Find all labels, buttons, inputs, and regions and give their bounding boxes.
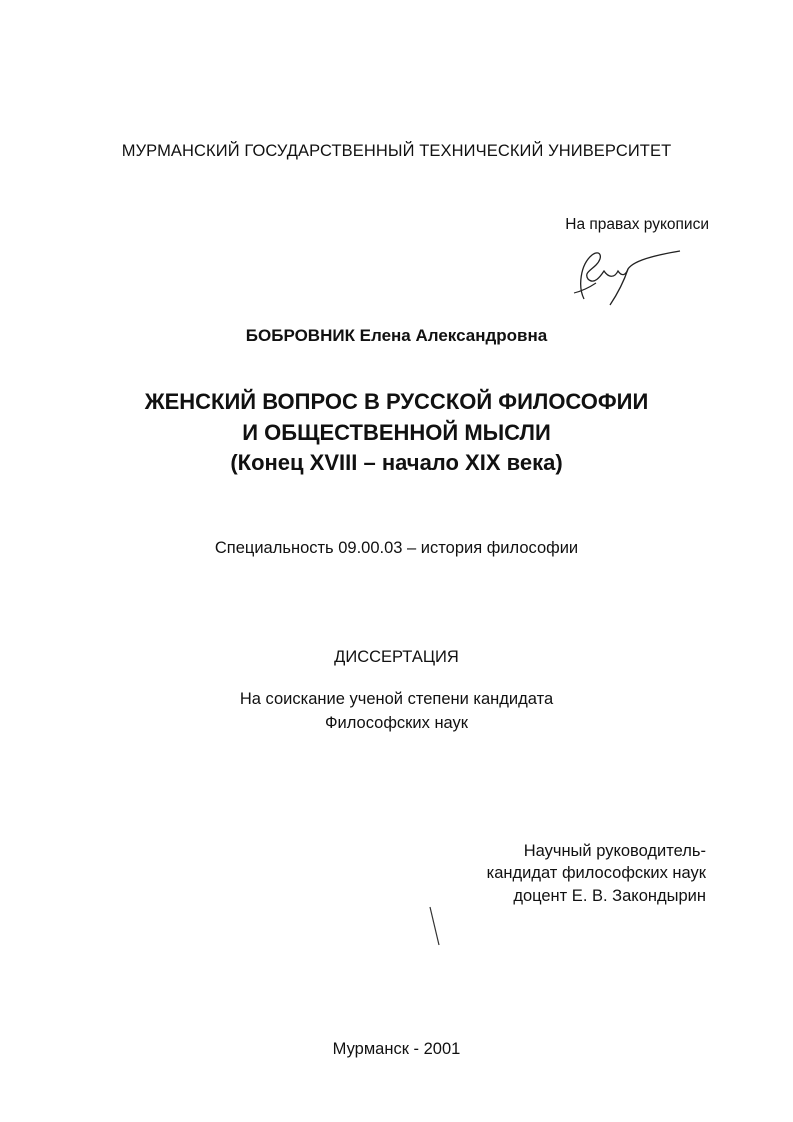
speciality-line: Специальность 09.00.03 – история философии: [214, 539, 579, 557]
author-signature: [570, 247, 685, 307]
author-name: БОБРОВНИК Елена Александровна: [245, 326, 548, 345]
degree-line-2: Философских наук: [324, 714, 469, 732]
advisor-degree: кандидат философских наук: [486, 864, 706, 882]
university-name: МУРМАНСКИЙ ГОСУДАРСТВЕННЫЙ ТЕХНИЧЕСКИЙ УНИВЕРСИТЕТ: [121, 142, 672, 160]
thesis-title-line-2: И ОБЩЕСТВЕННОЙ МЫСЛИ: [242, 420, 551, 445]
city-and-year: Мурманск - 2001: [332, 1040, 461, 1058]
degree-line-1: На соискание ученой степени кандидата: [239, 690, 554, 708]
pen-stroke-mark: [428, 905, 442, 947]
document-type: ДИССЕРТАЦИЯ: [334, 648, 459, 666]
advisor-role: Научный руководитель-: [523, 842, 706, 860]
manuscript-rights-note: На правах рукописи: [565, 216, 709, 233]
thesis-title-line-1: ЖЕНСКИЙ ВОПРОС В РУССКОЙ ФИЛОСОФИИ: [144, 389, 649, 414]
advisor-name: доцент Е. В. Закондырин: [513, 887, 706, 905]
thesis-title-line-3: (Конец XVIII – начало XIX века): [230, 450, 563, 475]
